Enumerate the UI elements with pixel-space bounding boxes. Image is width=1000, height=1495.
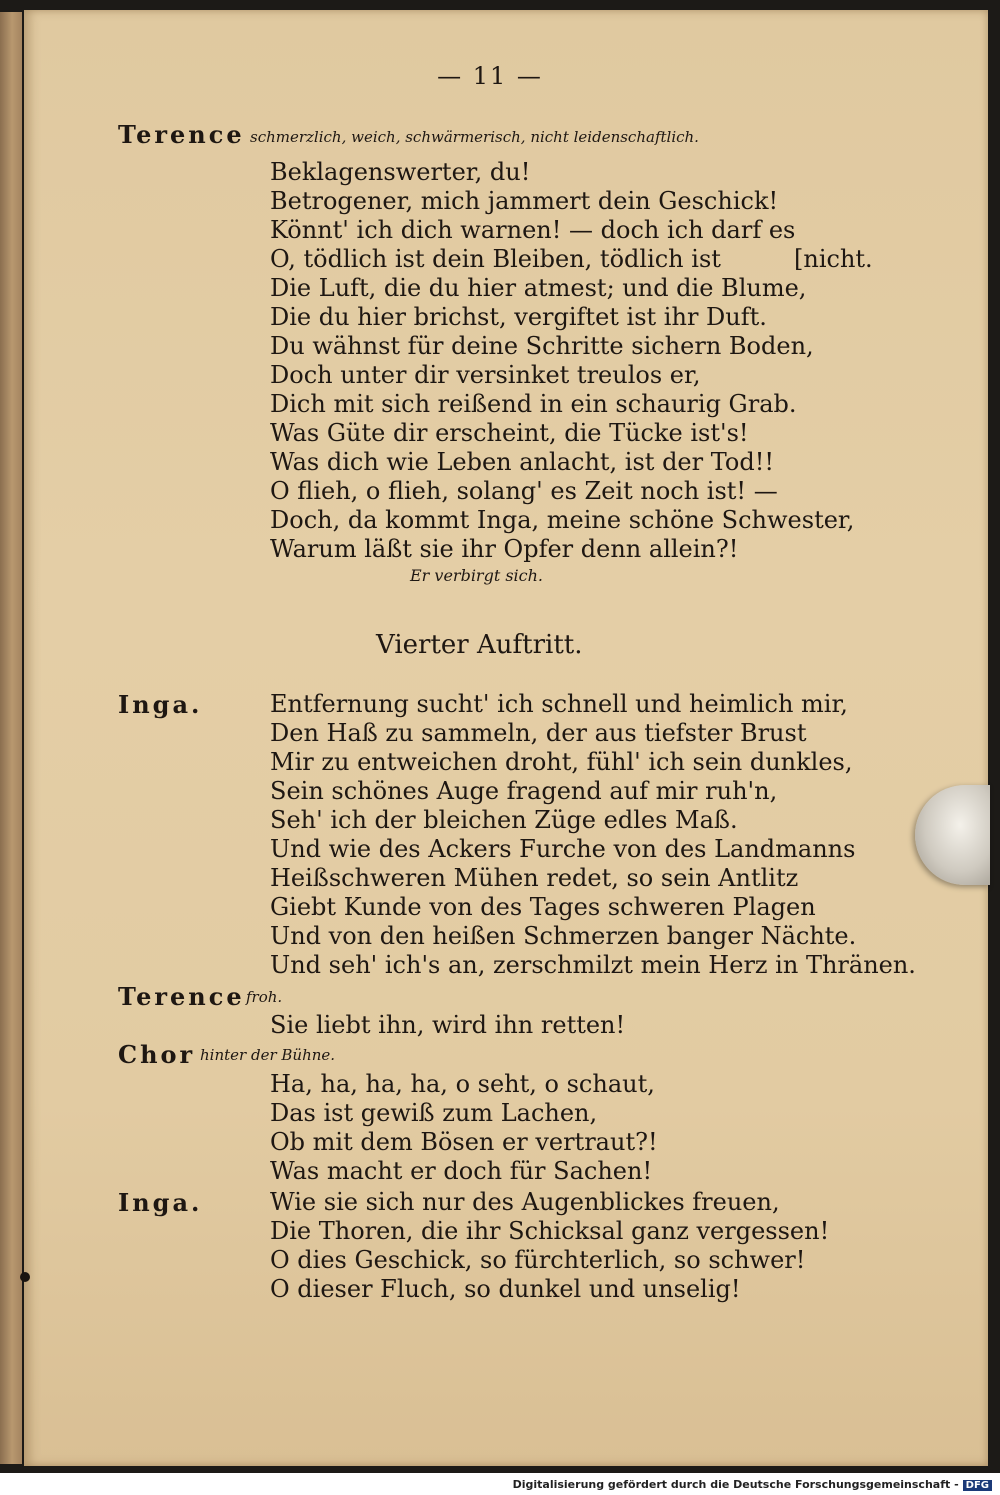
verse-line: Entfernung sucht' ich schnell und heimlich mir, xyxy=(270,690,848,718)
speaker-inga: Inga. xyxy=(118,1188,203,1217)
verse-block-inga-1 xyxy=(270,690,916,980)
book-page xyxy=(24,10,988,1466)
verse-line: O dieser Fluch, so dunkel und unselig! xyxy=(270,1275,741,1303)
page-number: — 11 — xyxy=(437,62,543,90)
verse-line: Und wie des Ackers Furche von des Landmanns xyxy=(270,835,856,863)
dfg-logo: DFG xyxy=(963,1480,992,1491)
previous-page-edge xyxy=(0,12,22,1464)
stage-direction: froh. xyxy=(246,988,283,1006)
footer-credit xyxy=(513,1478,992,1491)
verse-line: Wie sie sich nur des Augenblickes freuen, xyxy=(270,1188,780,1216)
verse-line: Die Luft, die du hier atmest; und die Blume, xyxy=(270,274,807,302)
stage-direction-hides: Er verbirgt sich. xyxy=(410,566,544,585)
verse-line: Giebt Kunde von des Tages schweren Plagen xyxy=(270,893,816,921)
verse-line: Warum läßt sie ihr Opfer denn allein?! xyxy=(270,535,739,563)
footer-text: Digitalisierung gefördert durch die Deutsche Forschungsgemeinschaft - xyxy=(512,1478,959,1491)
verse-block-inga-2 xyxy=(270,1188,870,1304)
verse-line: Seh' ich der bleichen Züge edles Maß. xyxy=(270,806,738,834)
verse-line: Was Güte dir erscheint, die Tücke ist's! xyxy=(270,419,749,447)
margin-dot xyxy=(20,1272,30,1282)
verse-line: O dies Geschick, so fürchterlich, so schwer! xyxy=(270,1246,806,1274)
verse-line: Den Haß zu sammeln, der aus tiefster Brust xyxy=(270,719,807,747)
verse-line: Die du hier brichst, vergiftet ist ihr Duft. xyxy=(270,303,767,331)
stage-direction: schmerzlich, weich, schwärmerisch, nicht leidenschaftlich. xyxy=(250,128,699,146)
verse-line: Die Thoren, die ihr Schicksal ganz vergessen! xyxy=(270,1217,830,1245)
speaker-chor: Chor xyxy=(118,1040,196,1069)
verse-line: O, tödlich ist dein Bleiben, tödlich ist xyxy=(270,245,721,273)
verse-overflow: [nicht. xyxy=(794,245,873,273)
verse-line: Du wähnst für deine Schritte sichern Boden, xyxy=(270,332,814,360)
scene-title: Vierter Auftritt. xyxy=(376,630,583,660)
verse-line: Dich mit sich reißend in ein schaurig Grab. xyxy=(270,390,797,418)
verse-line: Mir zu entweichen droht, fühl' ich sein dunkles, xyxy=(270,748,853,776)
verse-block-terence-2 xyxy=(270,1011,870,1040)
speaker-terence: Terence xyxy=(118,982,245,1011)
verse-line: O flieh, o flieh, solang' es Zeit noch ist! — xyxy=(270,477,778,505)
verse-line: Heißschweren Mühen redet, so sein Antlitz xyxy=(270,864,799,892)
verse-line: Sein schönes Auge fragend auf mir ruh'n, xyxy=(270,777,778,805)
verse-line: Und seh' ich's an, zerschmilzt mein Herz in Thränen. xyxy=(270,951,916,979)
speaker-terence: Terence xyxy=(118,120,245,149)
verse-line: Betrogener, mich jammert dein Geschick! xyxy=(270,187,779,215)
verse-line: Sie liebt ihn, wird ihn retten! xyxy=(270,1011,626,1039)
verse-line: Das ist gewiß zum Lachen, xyxy=(270,1099,598,1127)
verse-line: Könnt' ich dich warnen! — doch ich darf es xyxy=(270,216,796,244)
speaker-inga: Inga. xyxy=(118,690,203,719)
verse-block-chor xyxy=(270,1070,870,1186)
verse-line: Und von den heißen Schmerzen banger Nächte. xyxy=(270,922,857,950)
verse-line: Was dich wie Leben anlacht, ist der Tod!! xyxy=(270,448,774,476)
stage-direction: hinter der Bühne. xyxy=(200,1046,336,1064)
verse-line: Doch unter dir versinket treulos er, xyxy=(270,361,701,389)
verse-line: Ob mit dem Bösen er vertraut?! xyxy=(270,1128,658,1156)
verse-line: Doch, da kommt Inga, meine schöne Schwester, xyxy=(270,506,855,534)
verse-line: Beklagenswerter, du! xyxy=(270,158,531,186)
verse-line: Was macht er doch für Sachen! xyxy=(270,1157,653,1185)
verse-block-terence-1 xyxy=(270,158,870,564)
verse-line: Ha, ha, ha, ha, o seht, o schaut, xyxy=(270,1070,655,1098)
